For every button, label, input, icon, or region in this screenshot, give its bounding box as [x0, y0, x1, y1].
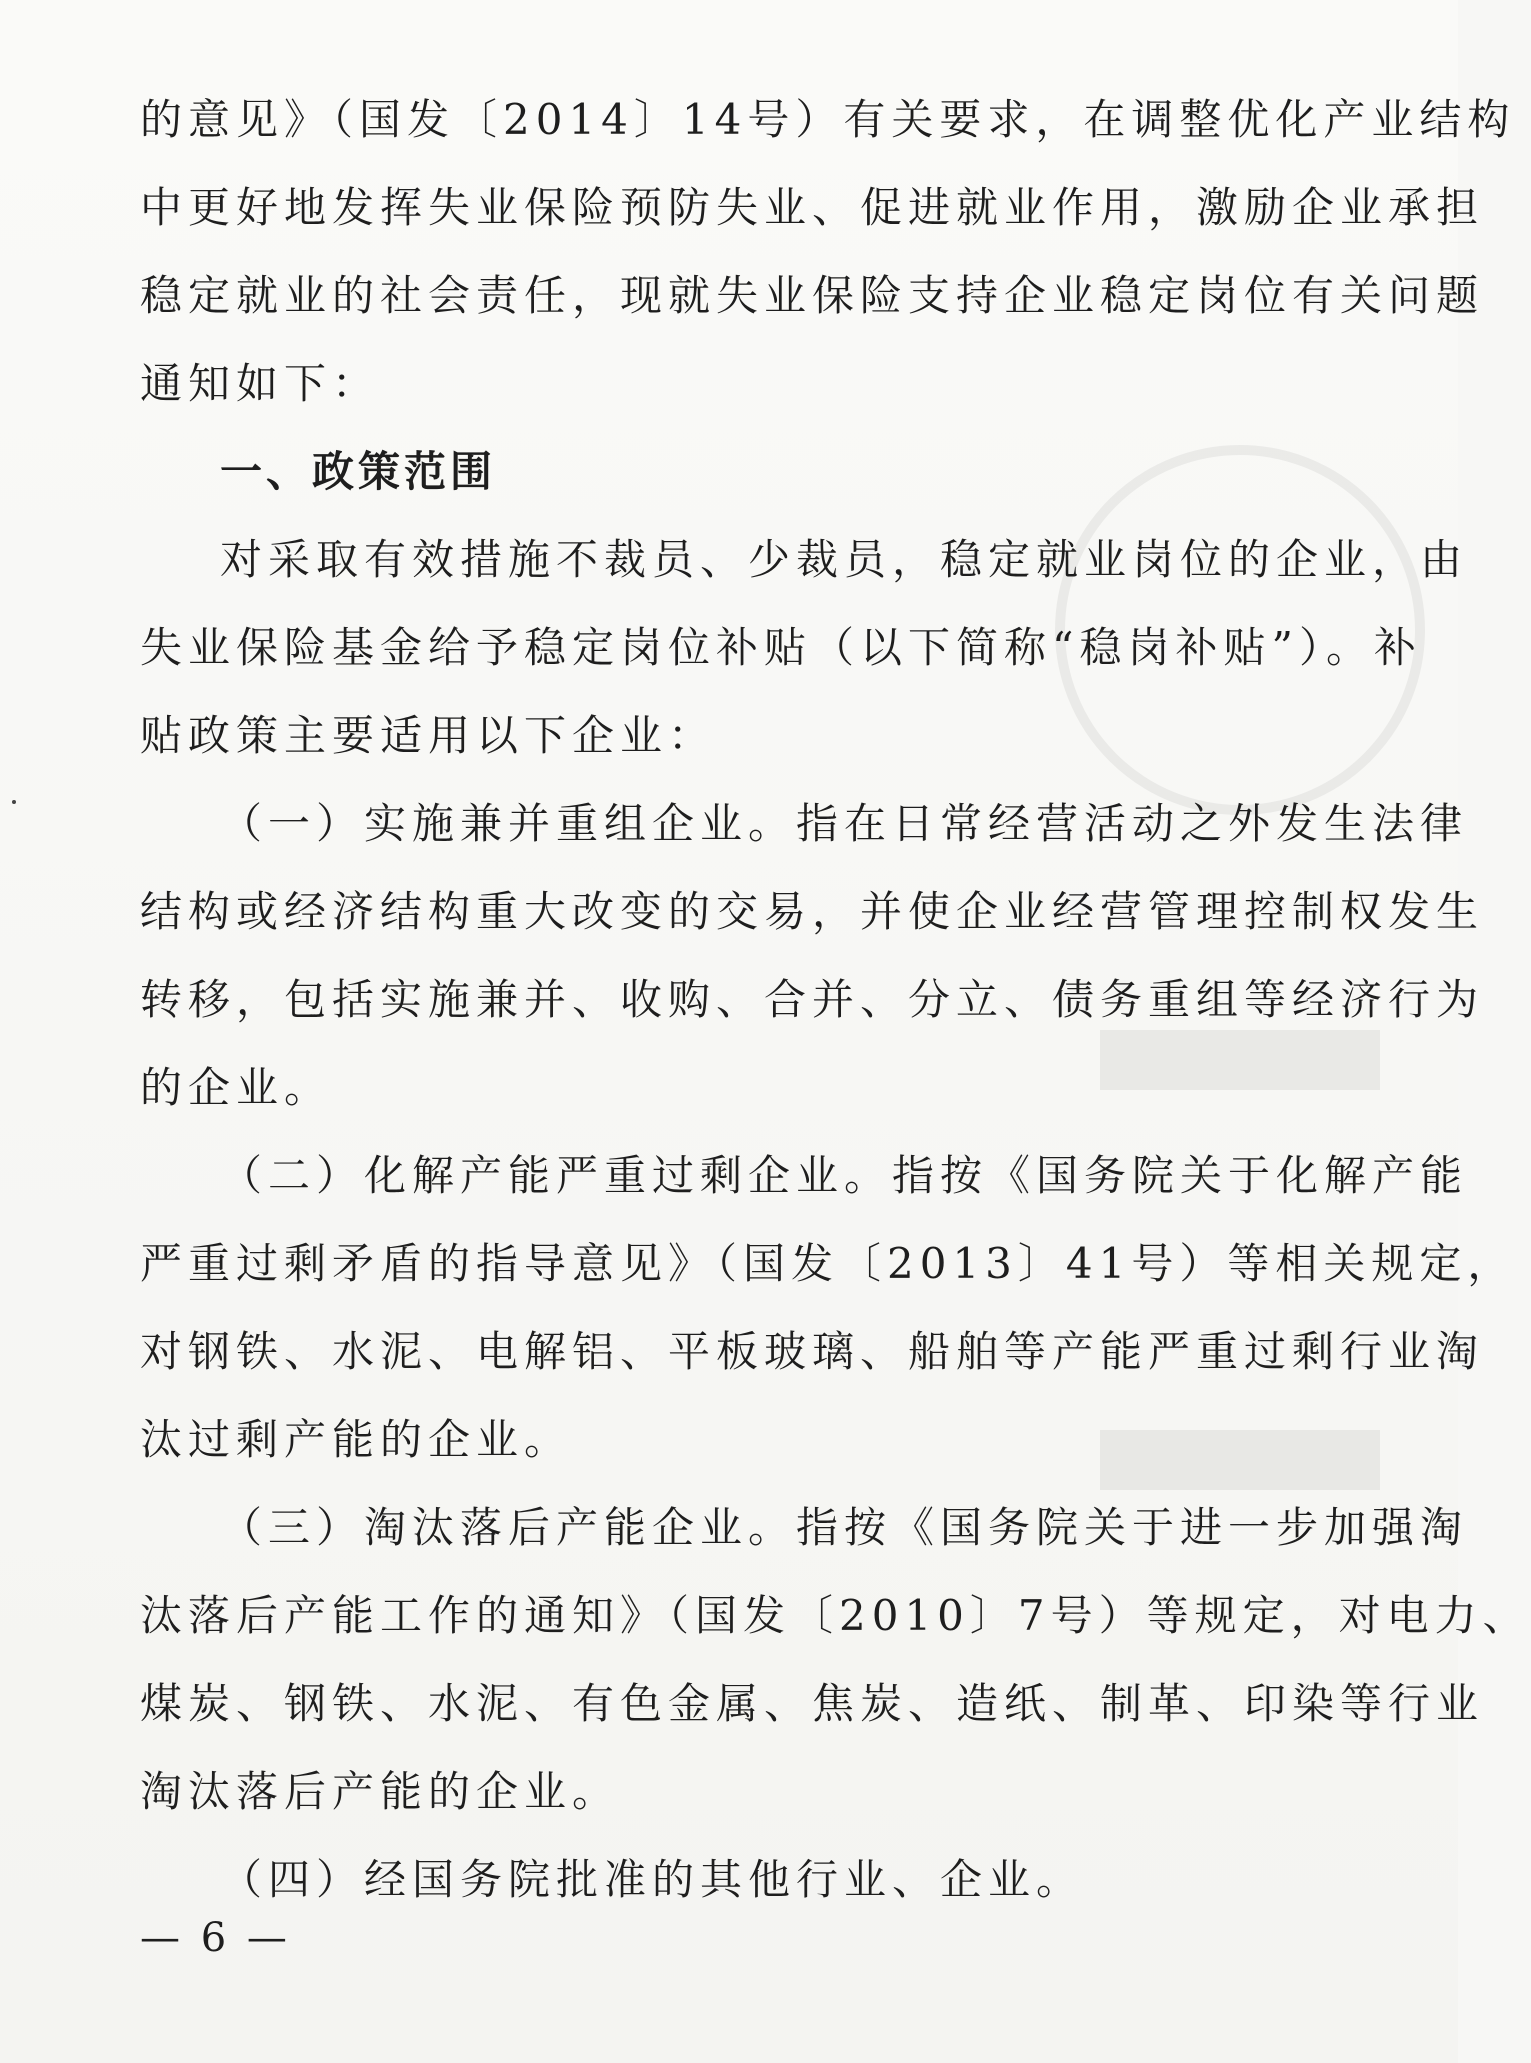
body-line: 严重过剩矛盾的指导意见》（国发〔2013〕41号）等相关规定，: [140, 1239, 1516, 1288]
body-line: 的企业。: [140, 1063, 333, 1112]
section-heading: 一、政策范围: [220, 447, 497, 496]
body-line: 转移，包括实施兼并、收购、合并、分立、债务重组等经济行为: [140, 975, 1485, 1024]
body-line: 对采取有效措施不裁员、少裁员，稳定就业岗位的企业，由: [220, 535, 1469, 584]
body-line: 失业保险基金给予稳定岗位补贴（以下简称“稳岗补贴”）。补: [140, 623, 1422, 672]
body-line: 稳定就业的社会责任，现就失业保险支持企业稳定岗位有关问题: [140, 271, 1485, 320]
body-line: 汰落后产能工作的通知》（国发〔2010〕7号）等规定，对电力、: [140, 1591, 1531, 1640]
list-item-2: （二）化解产能严重过剩企业。指按《国务院关于化解产能: [220, 1151, 1469, 1200]
body-line: 煤炭、钢铁、水泥、有色金属、焦炭、造纸、制革、印染等行业: [140, 1679, 1485, 1728]
list-item-4: （四）经国务院批准的其他行业、企业。: [220, 1855, 1085, 1904]
body-line: 贴政策主要适用以下企业：: [140, 711, 717, 760]
list-item-3: （三）淘汰落后产能企业。指按《国务院关于进一步加强淘: [220, 1503, 1469, 1552]
body-line: 汰过剩产能的企业。: [140, 1415, 573, 1464]
body-line: 对钢铁、水泥、电解铝、平板玻璃、船舶等产能严重过剩行业淘: [140, 1327, 1485, 1376]
body-line: 的意见》（国发〔2014〕14号）有关要求，在调整优化产业结构: [140, 95, 1516, 144]
scan-speck: [12, 800, 16, 804]
body-line: 通知如下：: [140, 359, 381, 408]
list-item-1: （一）实施兼并重组企业。指在日常经营活动之外发生法律: [220, 799, 1469, 848]
page-number: — 6 —: [140, 1915, 291, 1961]
body-line: 中更好地发挥失业保险预防失业、促进就业作用，激励企业承担: [140, 183, 1485, 232]
body-line: 结构或经济结构重大改变的交易，并使企业经营管理控制权发生: [140, 887, 1485, 936]
body-line: 淘汰落后产能的企业。: [140, 1767, 621, 1816]
